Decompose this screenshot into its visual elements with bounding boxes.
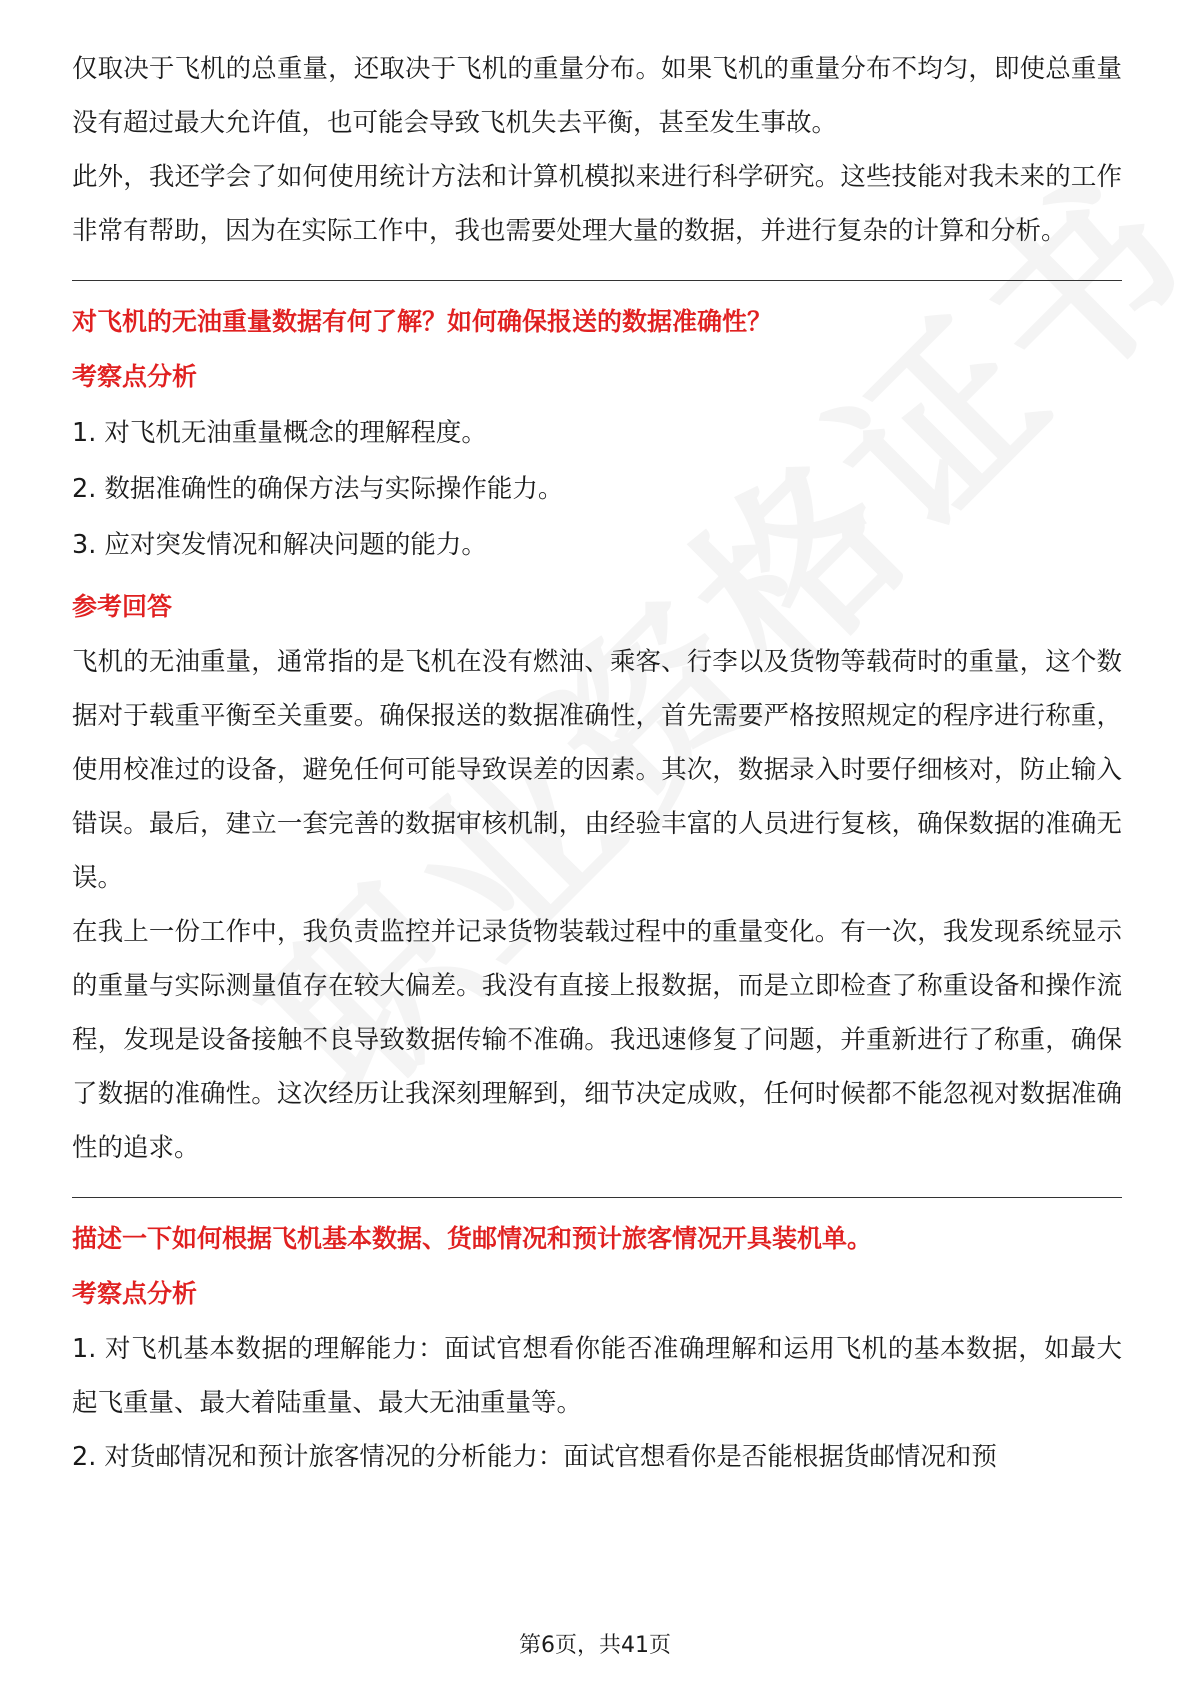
answer-heading: 参考回答 — [72, 592, 173, 621]
question-title: 对飞机的无油重量数据有何了解？如何确保报送的数据准确性？ — [72, 307, 773, 336]
answer-paragraph-2: 在我上一份工作中，我负责监控并记录货物装载过程中的重量变化。有一次，我发现系统显示的重量与实际测量值存在较大偏差。我没有直接上报数据，而是立即检查了称重设备和操作流程，发现是设备接触不良导致数据传输不准确。我迅速修复了问题，并重新进行了称重，确保了数据的准确性。这次经历让我深刻理解到，细节决定成败，任何时候都不能忽视对数据准确性的追求。 — [72, 917, 1122, 1163]
analysis-heading: 考察点分析 — [72, 362, 198, 391]
analysis-point: 1. 对飞机无油重量概念的理解程度。 — [72, 418, 487, 448]
analysis-point: 3. 应对突发情况和解决问题的能力。 — [72, 530, 487, 560]
page-content — [72, 42, 1122, 1484]
analysis-point: 2. 对货邮情况和预计旅客情况的分析能力：面试官想看你是否能根据货邮情况和预 — [72, 1442, 997, 1472]
intro-paragraph-1: 仅取决于飞机的总重量，还取决于飞机的重量分布。如果飞机的重量分布不均匀，即使总重量没有超过最大允许值，也可能会导致飞机失去平衡，甚至发生事故。 — [72, 54, 1122, 138]
section-1 — [72, 295, 1122, 1175]
analysis-point: 1. 对飞机基本数据的理解能力：面试官想看你能否准确理解和运用飞机的基本数据，如最大起飞重量、最大着陆重量、最大无油重量等。 — [72, 1334, 1122, 1418]
question-title: 描述一下如何根据飞机基本数据、货邮情况和预计旅客情况开具装机单。 — [72, 1224, 873, 1253]
analysis-heading: 考察点分析 — [72, 1279, 198, 1308]
analysis-point: 2. 数据准确性的确保方法与实际操作能力。 — [72, 474, 564, 504]
section-2 — [72, 1212, 1122, 1484]
page-number: 第6页，共41页 — [519, 1633, 671, 1658]
section-divider — [72, 1197, 1122, 1198]
intro-paragraph-2: 此外，我还学会了如何使用统计方法和计算机模拟来进行科学研究。这些技能对我未来的工作非常有帮助，因为在实际工作中，我也需要处理大量的数据，并进行复杂的计算和分析。 — [72, 162, 1122, 246]
answer-paragraph-1: 飞机的无油重量，通常指的是飞机在没有燃油、乘客、行李以及货物等载荷时的重量，这个数据对于载重平衡至关重要。确保报送的数据准确性，首先需要严格按照规定的程序进行称重，使用校准过的设备，避免任何可能导致误差的因素。其次，数据录入时要仔细核对，防止输入错误。最后，建立一套完善的数据审核机制，由经验丰富的人员进行复核，确保数据的准确无误。 — [72, 647, 1122, 893]
section-divider — [72, 280, 1122, 281]
